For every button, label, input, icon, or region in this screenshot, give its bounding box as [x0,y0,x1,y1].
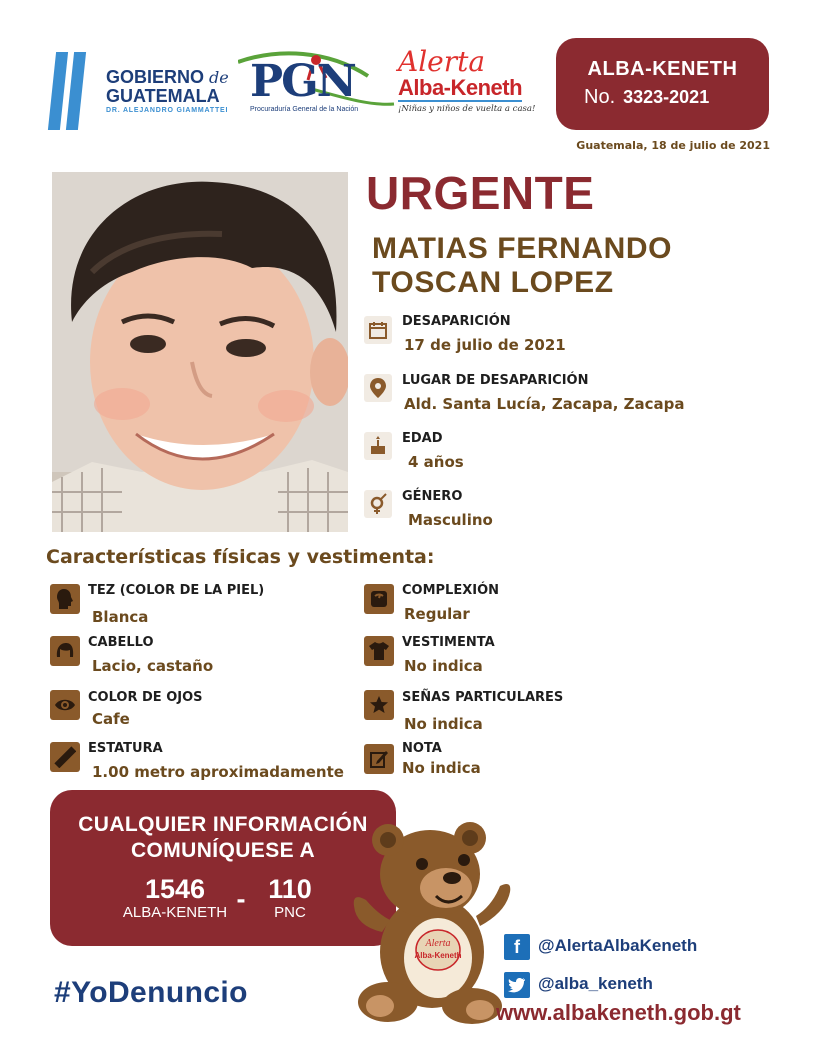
child-photo [52,172,348,532]
head-profile-icon [50,584,80,614]
nota-value: No indica [402,759,481,777]
scale-icon [364,584,394,614]
gobierno-line2: GUATEMALA [106,86,220,106]
gobierno-line1: GOBIERNO [106,67,205,87]
phone-label-pnc: PNC [274,904,306,921]
lugar-label: LUGAR DE DESAPARICIÓN [402,373,589,388]
child-portrait-icon [52,172,348,532]
facebook-icon[interactable]: f [504,934,530,960]
gobierno-sub: DR. ALEJANDRO GIAMMATTEI [106,107,229,114]
desaparicion-value: 17 de julio de 2021 [404,336,566,354]
missing-person-name [372,232,672,300]
estatura-label: ESTATURA [88,741,163,756]
hashtag[interactable]: #YoDenuncio [54,976,248,1009]
gobierno-de: de [209,68,229,87]
phone-number-pnc[interactable]: 110 [268,874,312,904]
eye-icon [50,690,80,720]
name-line2: TOSCAN LOPEZ [372,266,614,299]
alerta-logo-tagline: ¡Niñas y niños de vuelta a casa! [398,104,536,114]
alerta-logo-name: Alba-Keneth [398,75,523,100]
complexion-value: Regular [404,605,470,623]
hair-icon [50,636,80,666]
urgent-heading: URGENTE [366,167,595,219]
contact-heading [50,812,396,864]
characteristics-title: Características físicas y vestimenta: [46,546,435,568]
contact-box [50,790,396,946]
alerta-logo-word: Alerta [398,45,486,78]
calendar-icon [364,316,392,344]
case-title: ALBA-KENETH [587,58,738,80]
cabello-value: Lacio, castaño [92,657,214,675]
complexion-label: COMPLEXIÓN [402,583,500,598]
pgn-logo: PGN [250,56,355,107]
alerta-logo [398,45,536,114]
website-link[interactable]: www.albakeneth.gob.gt [496,1000,741,1025]
pgn-subtitle: Procuraduría General de la Nación [250,106,359,113]
genero-value: Masculino [408,511,493,529]
edad-label: EDAD [402,431,443,446]
desaparicion-label: DESAPARICIÓN [402,314,511,329]
ojos-value: Cafe [92,710,130,728]
case-number-box [556,38,769,130]
case-number-value: 3323-2021 [623,87,710,107]
twitter-icon[interactable] [504,972,530,998]
mascot-badge-line2: Alba-Keneth [414,951,462,960]
case-number [584,86,709,109]
senas-label: SEÑAS PARTICULARES [402,690,564,705]
note-edit-icon [364,744,394,774]
lugar-value: Ald. Santa Lucía, Zacapa, Zacapa [404,395,685,413]
gobierno-logo [106,68,229,116]
tshirt-icon [364,636,394,666]
tez-value: Blanca [92,608,149,626]
nota-label: NOTA [402,741,442,756]
phone-separator: - [236,884,246,914]
estatura-value: 1.00 metro aproximadamente [92,763,344,781]
twitter-handle[interactable]: @alba_keneth [538,974,653,993]
birthday-cake-icon [364,432,392,460]
phone-label-alba-keneth: ALBA-KENETH [122,904,228,921]
vestimenta-value: No indica [404,657,483,675]
gender-icon [364,490,392,518]
gobierno-logo-bars [52,52,98,130]
bulletin-date: Guatemala, 18 de julio de 2021 [576,139,770,152]
case-number-label: No. [584,86,616,108]
name-line1: MATIAS FERNANDO [372,232,673,265]
mascot-badge-line1: Alerta [425,938,451,949]
phone-number-alba-keneth[interactable]: 1546 [144,874,206,904]
edad-value: 4 años [408,453,464,471]
star-icon [364,690,394,720]
senas-value: No indica [404,715,483,733]
genero-label: GÉNERO [402,489,463,504]
ojos-label: COLOR DE OJOS [88,690,203,705]
contact-line1: CUALQUIER INFORMACIÓN [78,813,368,836]
tez-label: TEZ (COLOR DE LA PIEL) [88,583,265,598]
contact-line2: COMUNÍQUESE A [130,839,316,862]
cabello-label: CABELLO [88,635,154,650]
bear-mascot-icon [352,822,512,1026]
facebook-handle[interactable]: @AlertaAlbaKeneth [538,936,698,955]
ruler-icon [50,742,80,772]
location-pin-icon [364,374,392,402]
vestimenta-label: VESTIMENTA [402,635,495,650]
